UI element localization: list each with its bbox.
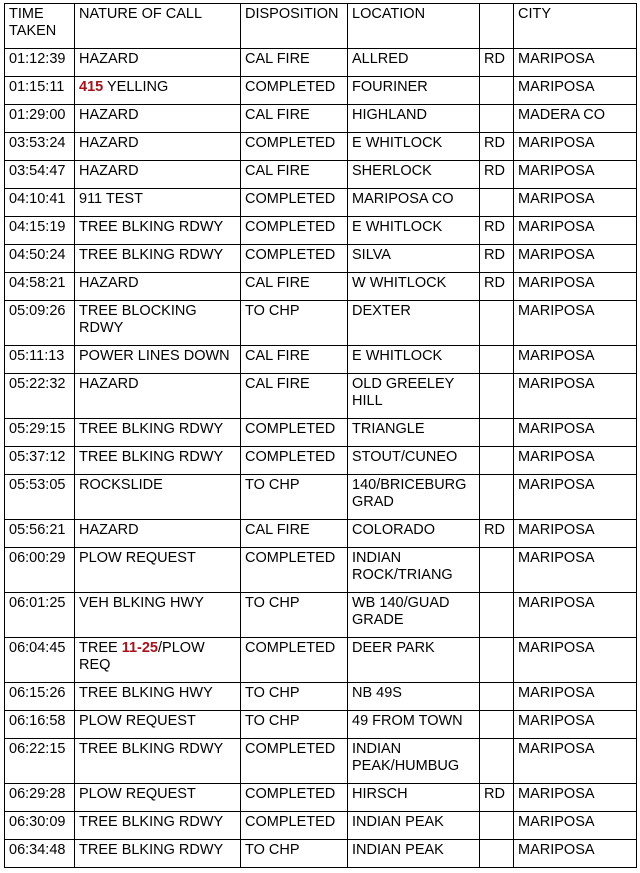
cell-nature-of-call xyxy=(75,638,241,683)
cell-disposition: COMPLETED xyxy=(241,189,348,217)
table-row xyxy=(5,548,637,593)
cell-location-suffix xyxy=(480,105,514,133)
cell-disposition: TO CHP xyxy=(241,840,348,868)
cell-city: MARIPOSA xyxy=(514,683,637,711)
cell-location-suffix xyxy=(480,593,514,638)
cell-time-taken: 06:15:26 xyxy=(5,683,75,711)
nature-text: TREE BLKING RDWY xyxy=(79,219,224,235)
cell-city: MARIPOSA xyxy=(514,475,637,520)
nature-text: HAZARD xyxy=(79,376,139,392)
nature-text: HAZARD xyxy=(79,135,139,151)
cell-disposition: COMPLETED xyxy=(241,245,348,273)
cell-time-taken: 03:53:24 xyxy=(5,133,75,161)
cell-nature-of-call xyxy=(75,812,241,840)
cell-disposition: TO CHP xyxy=(241,683,348,711)
cell-disposition: CAL FIRE xyxy=(241,346,348,374)
cell-disposition: COMPLETED xyxy=(241,77,348,105)
cell-location-suffix xyxy=(480,548,514,593)
nature-text: HAZARD xyxy=(79,522,139,538)
nature-text: TREE BLKING RDWY xyxy=(79,421,224,437)
table-row xyxy=(5,161,637,189)
cell-city: MARIPOSA xyxy=(514,840,637,868)
cell-location: OLD GREELEY HILL xyxy=(348,374,480,419)
cell-location-suffix xyxy=(480,77,514,105)
cell-location-suffix xyxy=(480,840,514,868)
cell-nature-of-call xyxy=(75,161,241,189)
nature-text: /PLOW REQ xyxy=(79,640,205,673)
cell-location-suffix xyxy=(480,739,514,784)
cell-location-suffix: RD xyxy=(480,133,514,161)
cell-time-taken: 06:01:25 xyxy=(5,593,75,638)
cell-time-taken: 01:15:11 xyxy=(5,77,75,105)
cell-city: MADERA CO xyxy=(514,105,637,133)
cell-time-taken: 03:54:47 xyxy=(5,161,75,189)
cell-disposition: CAL FIRE xyxy=(241,161,348,189)
cell-disposition: TO CHP xyxy=(241,711,348,739)
cell-city: MARIPOSA xyxy=(514,548,637,593)
cell-nature-of-call xyxy=(75,548,241,593)
table-row xyxy=(5,475,637,520)
cell-location: SILVA xyxy=(348,245,480,273)
nature-text: ROCKSLIDE xyxy=(79,477,163,493)
cell-time-taken: 04:58:21 xyxy=(5,273,75,301)
cell-nature-of-call xyxy=(75,245,241,273)
cell-city: MARIPOSA xyxy=(514,419,637,447)
cell-disposition: CAL FIRE xyxy=(241,105,348,133)
cell-city: MARIPOSA xyxy=(514,161,637,189)
header-row xyxy=(5,4,637,49)
cell-location: DEXTER xyxy=(348,301,480,346)
nature-text: PLOW REQUEST xyxy=(79,713,196,729)
cell-nature-of-call xyxy=(75,301,241,346)
cell-nature-of-call xyxy=(75,77,241,105)
cell-time-taken: 05:22:32 xyxy=(5,374,75,419)
cell-disposition: COMPLETED xyxy=(241,739,348,784)
cell-city: MARIPOSA xyxy=(514,520,637,548)
cell-time-taken: 04:50:24 xyxy=(5,245,75,273)
cell-disposition: COMPLETED xyxy=(241,419,348,447)
cell-nature-of-call xyxy=(75,189,241,217)
cell-location-suffix xyxy=(480,346,514,374)
table-row xyxy=(5,77,637,105)
cell-nature-of-call xyxy=(75,784,241,812)
cell-nature-of-call xyxy=(75,419,241,447)
table-row xyxy=(5,812,637,840)
table-row xyxy=(5,784,637,812)
cell-location: WB 140/GUAD GRADE xyxy=(348,593,480,638)
header-nature-of-call: NATURE OF CALL xyxy=(75,4,241,49)
cell-nature-of-call xyxy=(75,374,241,419)
cell-time-taken: 05:11:13 xyxy=(5,346,75,374)
nature-text: TREE BLKING RDWY xyxy=(79,449,224,465)
cell-nature-of-call xyxy=(75,711,241,739)
cell-location: HIRSCH xyxy=(348,784,480,812)
cell-location-suffix xyxy=(480,419,514,447)
nature-text: TREE BLOCKING RDWY xyxy=(79,303,197,336)
table-row xyxy=(5,683,637,711)
cell-city: MARIPOSA xyxy=(514,245,637,273)
header-disposition: DISPOSITION xyxy=(241,4,348,49)
cell-time-taken: 06:34:48 xyxy=(5,840,75,868)
header-time-taken: TIME TAKEN xyxy=(5,4,75,49)
cell-city: MARIPOSA xyxy=(514,784,637,812)
cell-nature-of-call xyxy=(75,840,241,868)
cell-location-suffix: RD xyxy=(480,217,514,245)
nature-prefix: TREE xyxy=(79,640,122,656)
cell-nature-of-call xyxy=(75,105,241,133)
cell-location: TRIANGLE xyxy=(348,419,480,447)
cell-disposition: TO CHP xyxy=(241,301,348,346)
cell-time-taken: 01:29:00 xyxy=(5,105,75,133)
cell-location: INDIAN ROCK/TRIANG xyxy=(348,548,480,593)
table-row xyxy=(5,739,637,784)
cell-location: E WHITLOCK xyxy=(348,133,480,161)
cell-disposition: TO CHP xyxy=(241,475,348,520)
cell-location: SHERLOCK xyxy=(348,161,480,189)
call-code: 415 xyxy=(79,79,104,95)
cell-city: MARIPOSA xyxy=(514,49,637,77)
cell-location-suffix xyxy=(480,812,514,840)
header-location: LOCATION xyxy=(348,4,480,49)
cell-time-taken: 05:09:26 xyxy=(5,301,75,346)
table-row xyxy=(5,593,637,638)
cell-time-taken: 05:56:21 xyxy=(5,520,75,548)
cell-time-taken: 06:22:15 xyxy=(5,739,75,784)
nature-text: HAZARD xyxy=(79,163,139,179)
cell-disposition: COMPLETED xyxy=(241,812,348,840)
cell-location: MARIPOSA CO xyxy=(348,189,480,217)
cell-location: NB 49S xyxy=(348,683,480,711)
cell-location: 140/BRICEBURG GRAD xyxy=(348,475,480,520)
cell-location: W WHITLOCK xyxy=(348,273,480,301)
call-log-body xyxy=(5,49,637,868)
cell-disposition: COMPLETED xyxy=(241,638,348,683)
cell-location-suffix xyxy=(480,447,514,475)
cell-city: MARIPOSA xyxy=(514,133,637,161)
cell-location-suffix: RD xyxy=(480,273,514,301)
cell-location-suffix xyxy=(480,301,514,346)
table-row xyxy=(5,217,637,245)
cell-location-suffix xyxy=(480,189,514,217)
cell-time-taken: 06:00:29 xyxy=(5,548,75,593)
cell-location: ALLRED xyxy=(348,49,480,77)
cell-location-suffix: RD xyxy=(480,520,514,548)
cell-time-taken: 06:30:09 xyxy=(5,812,75,840)
cell-time-taken: 06:16:58 xyxy=(5,711,75,739)
cell-location: 49 FROM TOWN xyxy=(348,711,480,739)
nature-text: TREE BLKING RDWY xyxy=(79,741,224,757)
cell-city: MARIPOSA xyxy=(514,217,637,245)
cell-time-taken: 05:29:15 xyxy=(5,419,75,447)
cell-city: MARIPOSA xyxy=(514,638,637,683)
cell-disposition: COMPLETED xyxy=(241,133,348,161)
header-city: CITY xyxy=(514,4,637,49)
cell-location: E WHITLOCK xyxy=(348,217,480,245)
cell-city: MARIPOSA xyxy=(514,189,637,217)
cell-time-taken: 05:37:12 xyxy=(5,447,75,475)
cell-time-taken: 05:53:05 xyxy=(5,475,75,520)
nature-text: PLOW REQUEST xyxy=(79,786,196,802)
cell-time-taken: 01:12:39 xyxy=(5,49,75,77)
call-log-table xyxy=(4,3,637,868)
cell-location-suffix: RD xyxy=(480,784,514,812)
cell-city: MARIPOSA xyxy=(514,812,637,840)
table-row xyxy=(5,105,637,133)
cell-location-suffix: RD xyxy=(480,49,514,77)
cell-disposition: COMPLETED xyxy=(241,217,348,245)
cell-city: MARIPOSA xyxy=(514,739,637,784)
nature-text: PLOW REQUEST xyxy=(79,550,196,566)
cell-nature-of-call xyxy=(75,346,241,374)
nature-text: HAZARD xyxy=(79,275,139,291)
cell-nature-of-call xyxy=(75,273,241,301)
table-row xyxy=(5,245,637,273)
cell-disposition: CAL FIRE xyxy=(241,374,348,419)
header-location-suffix xyxy=(480,4,514,49)
cell-location: E WHITLOCK xyxy=(348,346,480,374)
table-row xyxy=(5,346,637,374)
cell-city: MARIPOSA xyxy=(514,77,637,105)
nature-text: VEH BLKING HWY xyxy=(79,595,204,611)
table-row xyxy=(5,273,637,301)
nature-text: HAZARD xyxy=(79,107,139,123)
cell-city: MARIPOSA xyxy=(514,374,637,419)
cell-location: INDIAN PEAK xyxy=(348,840,480,868)
table-row xyxy=(5,638,637,683)
cell-time-taken: 06:04:45 xyxy=(5,638,75,683)
nature-text: HAZARD xyxy=(79,51,139,67)
cell-location-suffix: RD xyxy=(480,245,514,273)
table-row xyxy=(5,447,637,475)
cell-location-suffix xyxy=(480,711,514,739)
cell-time-taken: 04:15:19 xyxy=(5,217,75,245)
table-row xyxy=(5,133,637,161)
table-row xyxy=(5,49,637,77)
cell-time-taken: 06:29:28 xyxy=(5,784,75,812)
cell-location: DEER PARK xyxy=(348,638,480,683)
cell-location: FOURINER xyxy=(348,77,480,105)
cell-disposition: COMPLETED xyxy=(241,447,348,475)
cell-time-taken: 04:10:41 xyxy=(5,189,75,217)
cell-nature-of-call xyxy=(75,593,241,638)
cell-disposition: CAL FIRE xyxy=(241,49,348,77)
cell-location-suffix xyxy=(480,475,514,520)
cell-location: INDIAN PEAK/HUMBUG xyxy=(348,739,480,784)
table-row xyxy=(5,711,637,739)
cell-nature-of-call xyxy=(75,49,241,77)
cell-location: HIGHLAND xyxy=(348,105,480,133)
cell-location-suffix: RD xyxy=(480,161,514,189)
cell-nature-of-call xyxy=(75,217,241,245)
cell-location-suffix xyxy=(480,683,514,711)
cell-nature-of-call xyxy=(75,739,241,784)
nature-text: 911 TEST xyxy=(79,191,143,207)
cell-city: MARIPOSA xyxy=(514,273,637,301)
table-row xyxy=(5,301,637,346)
cell-city: MARIPOSA xyxy=(514,593,637,638)
cell-location: INDIAN PEAK xyxy=(348,812,480,840)
cell-location-suffix xyxy=(480,638,514,683)
table-row xyxy=(5,520,637,548)
cell-location-suffix xyxy=(480,374,514,419)
cell-city: MARIPOSA xyxy=(514,346,637,374)
cell-city: MARIPOSA xyxy=(514,301,637,346)
cell-nature-of-call xyxy=(75,133,241,161)
nature-text: TREE BLKING RDWY xyxy=(79,247,224,263)
call-code: 11-25 xyxy=(121,640,158,656)
cell-location: COLORADO xyxy=(348,520,480,548)
cell-nature-of-call xyxy=(75,520,241,548)
cell-disposition: CAL FIRE xyxy=(241,520,348,548)
cell-city: MARIPOSA xyxy=(514,711,637,739)
table-row xyxy=(5,189,637,217)
nature-text: YELLING xyxy=(103,79,169,95)
table-row xyxy=(5,419,637,447)
cell-nature-of-call xyxy=(75,683,241,711)
cell-disposition: COMPLETED xyxy=(241,784,348,812)
cell-nature-of-call xyxy=(75,475,241,520)
cell-disposition: TO CHP xyxy=(241,593,348,638)
nature-text: TREE BLKING RDWY xyxy=(79,842,224,858)
table-row xyxy=(5,840,637,868)
cell-nature-of-call xyxy=(75,447,241,475)
nature-text: TREE BLKING HWY xyxy=(79,685,213,701)
cell-disposition: COMPLETED xyxy=(241,548,348,593)
cell-location: STOUT/CUNEO xyxy=(348,447,480,475)
cell-disposition: CAL FIRE xyxy=(241,273,348,301)
cell-city: MARIPOSA xyxy=(514,447,637,475)
nature-text: TREE BLKING RDWY xyxy=(79,814,224,830)
nature-text: POWER LINES DOWN xyxy=(79,348,230,364)
table-row xyxy=(5,374,637,419)
